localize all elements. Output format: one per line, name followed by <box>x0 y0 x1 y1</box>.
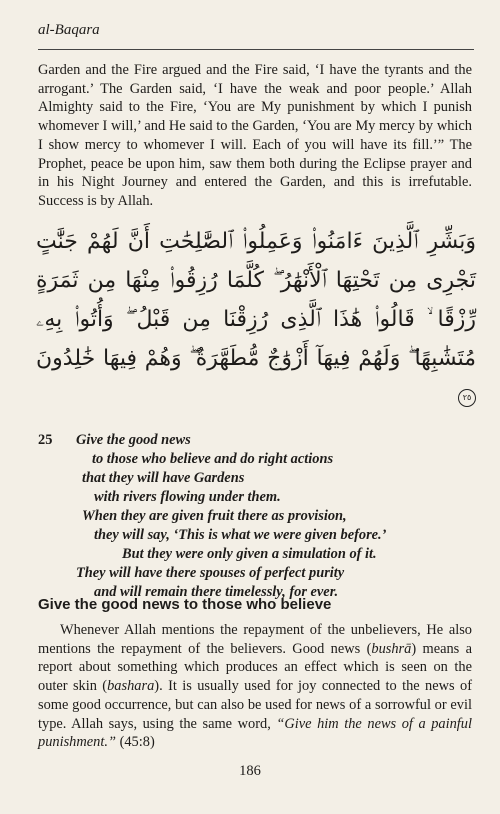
section-heading: Give the good news to those who believe <box>38 596 332 613</box>
intro-paragraph: Garden and the Fire argued and the Fire said, ‘I have the tyrants and the arrogant.’ The Garden said, ‘I have the weak and poor people.’ Allah Almighty said to the Fire, ‘You are My punishment by which I punish whomever I will,’ and He said to the Garden, ‘You are My mercy by which I show mercy to whomever I will. Each of you will have its fill.’” The Prophet, peace be upon him, saw them both during the Eclipse prayer and in his Night Journey and entered the Garden, and this is irrefutable. Success is by Allah. <box>38 62 472 209</box>
verse-line: that they will have Gardens <box>82 470 245 486</box>
page-number: 186 <box>239 763 261 779</box>
verse-line: with rivers flowing under them. <box>94 489 281 505</box>
verse-translation <box>38 431 476 602</box>
term-bushra: bushrā <box>371 640 412 657</box>
verse-line: to those who believe and do right actions <box>92 451 334 467</box>
arabic-verse <box>36 222 476 417</box>
section-paragraph <box>38 621 472 752</box>
term-bashara: bashara <box>107 678 155 695</box>
arabic-verse-text: وَبَشِّرِ ٱلَّذِينَ ءَامَنُوا۟ وَعَمِلُوا۟ ٱلصَّٰلِحَٰتِ أَنَّ لَهُمْ جَنَّٰتٍ تَجْرِى مِن تَحْتِهَا ٱلْأَنْهَٰرُ ۖ كُلَّمَا رُزِقُوا۟ مِنْهَا مِن ثَمَرَةٍ رِّزْقًا ۙ قَالُوا۟ هَٰذَا ٱلَّذِى رُزِقْنَا مِن قَبْلُ ۖ وَأُتُوا۟ بِهِۦ مُتَشَٰبِهًا ۖ وَلَهُمْ فِيهَآ أَزْوَٰجٌ مُّطَهَّرَةٌ ۖ وَهُمْ فِيهَا خَٰلِدُونَ <box>36 229 476 371</box>
ayah-number-marker: ٢٥ <box>458 389 476 407</box>
paragraph-text: ) means a report about something which produces an effect which is seen on the outer skin ( <box>38 640 473 695</box>
running-head: al-Baqara <box>38 22 100 38</box>
verse-number: 25 <box>38 432 53 448</box>
verse-line: When they are given fruit there as provision, <box>82 508 347 524</box>
verse-reference: (45:8) <box>115 734 155 751</box>
paragraph-text: Whenever Allah mentions the repayment of the unbelievers, He also mentions the repayment of the believers. Good news ( <box>38 622 472 657</box>
verse-line: Give the good news <box>76 432 191 448</box>
quranic-quote: “Give him the news of a painful punishment.” <box>38 715 472 751</box>
header-rule <box>38 49 474 50</box>
verse-line: But they were only given a simulation of it. <box>122 546 377 562</box>
verse-line: and will remain there timelessly, for ever. <box>94 584 339 600</box>
paragraph-text: ). It is usually used for joy connected to the news of some good occurrence, but can also be used for news of a sorrowful or evil type. Allah says, using the same word, <box>38 678 472 732</box>
verse-line: They will have there spouses of perfect purity <box>76 565 345 581</box>
verse-line: they will say, ‘This is what we were given before.’ <box>94 527 387 543</box>
